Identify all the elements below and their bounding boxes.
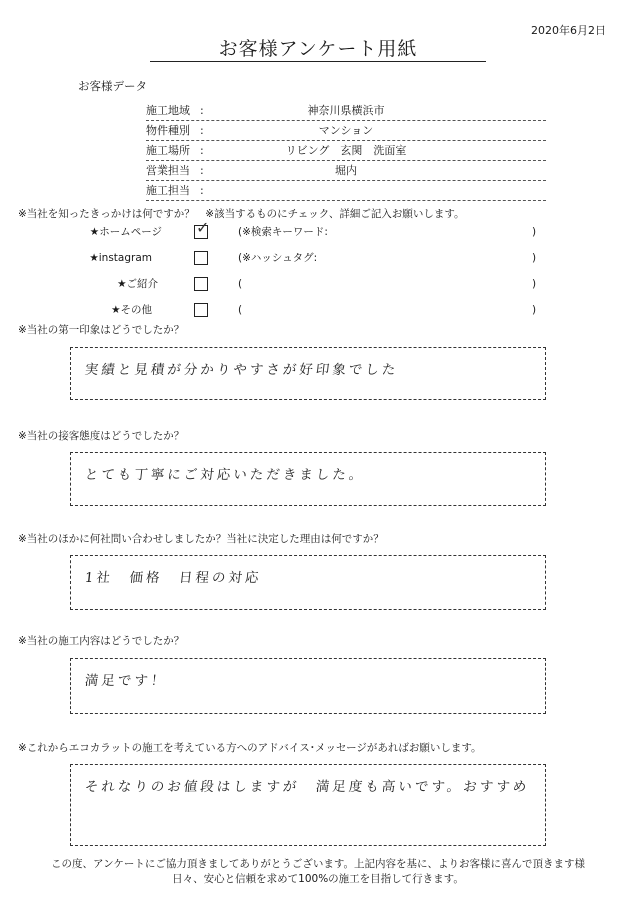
info-label: 施工場所: [146, 144, 190, 157]
info-separator: :: [200, 144, 204, 157]
info-row-property-type: [146, 121, 546, 141]
question-customer-service: ※当社の接客態度はどうでしたか？: [18, 430, 185, 442]
option-note: (: [238, 278, 243, 290]
info-row-location: [146, 141, 546, 161]
info-separator: :: [200, 164, 204, 177]
option-homepage: [0, 218, 636, 242]
option-label: ★instagram: [89, 252, 152, 264]
question-other-companies: ※当社のほかに何社問い合わせしましたか？当社に決定した理由は何ですか？: [18, 533, 384, 545]
option-close: ): [532, 226, 537, 238]
customer-data-label: お客様データ: [78, 79, 147, 93]
answer-box-first-impression[interactable]: [70, 347, 546, 400]
option-label: ★その他: [111, 304, 152, 316]
checkbox-homepage[interactable]: [194, 218, 210, 239]
question-how-found: ※当社を知ったきっかけは何ですか？ ※該当するものにチェック、詳細ご記入お願いします。: [18, 208, 465, 220]
answer-box-advice-message[interactable]: [70, 764, 546, 846]
info-value: 堀内: [335, 164, 357, 177]
option-close: ): [532, 278, 537, 290]
info-value: リビング 玄関 洗面室: [285, 144, 407, 157]
footer-message-line-2: 日々、安心と信頼を求めて100%の施工を目指して行きます。: [172, 873, 464, 885]
info-label: 物件種別: [146, 124, 190, 137]
info-label: 営業担当: [146, 164, 190, 177]
info-separator: :: [200, 124, 204, 137]
question-advice-message: ※これからエコカラットの施工を考えている方へのアドバイス･メッセージがあればお願いします。: [18, 742, 482, 754]
handwritten-answer: それなりのお値段はしますが 満足度も高いです。おすすめ: [83, 779, 531, 795]
option-note: (: [238, 304, 243, 316]
info-separator: :: [200, 104, 204, 117]
option-note: (※ハッシュタグ:: [238, 252, 318, 264]
footer-message-line-1: この度、アンケートにご協力頂きましてありがとうございます。上記内容を基に、よりお客様に喜んで頂きます様: [50, 858, 586, 870]
info-separator: :: [200, 184, 204, 197]
survey-date: 2020年6月2日: [531, 24, 606, 37]
option-label: ★ご紹介: [117, 278, 158, 290]
check-mark-icon: ✓: [196, 218, 210, 237]
answer-box-construction-quality[interactable]: [70, 658, 546, 714]
handwritten-answer: 実績と見積が分かりやすさが好印象でした: [83, 362, 400, 378]
info-row-sales-rep: [146, 161, 546, 181]
option-other: [0, 300, 636, 320]
title-underline: [150, 61, 486, 62]
info-row-area: [146, 101, 546, 121]
option-referral: [0, 274, 636, 294]
customer-data-table: [146, 101, 546, 201]
option-close: ): [532, 304, 537, 316]
handwritten-answer: とても丁寧にご対応いただきました。: [83, 467, 367, 483]
info-label: 施工地域: [146, 104, 190, 117]
page-title: お客様アンケート用紙: [218, 38, 418, 60]
question-construction-quality: ※当社の施工内容はどうでしたか？: [18, 635, 185, 647]
checkbox-other[interactable]: [194, 303, 208, 317]
question-first-impression: ※当社の第一印象はどうでしたか？: [18, 324, 185, 336]
checkbox-referral[interactable]: [194, 277, 208, 291]
answer-box-customer-service[interactable]: [70, 452, 546, 506]
handwritten-answer: 1社 価格 日程の対応: [83, 570, 263, 586]
option-label: ★ホームページ: [89, 226, 162, 238]
checkbox-instagram[interactable]: [194, 251, 208, 265]
info-value: マンション: [318, 124, 374, 137]
info-row-construction-rep: [146, 181, 546, 201]
option-instagram: [0, 248, 636, 268]
info-value: 神奈川県横浜市: [307, 104, 385, 117]
info-label: 施工担当: [146, 184, 190, 197]
handwritten-answer: 満足です！: [83, 673, 169, 689]
option-close: ): [532, 252, 537, 264]
answer-box-other-companies[interactable]: [70, 555, 546, 610]
option-note: (※検索キーワード:: [238, 226, 328, 238]
